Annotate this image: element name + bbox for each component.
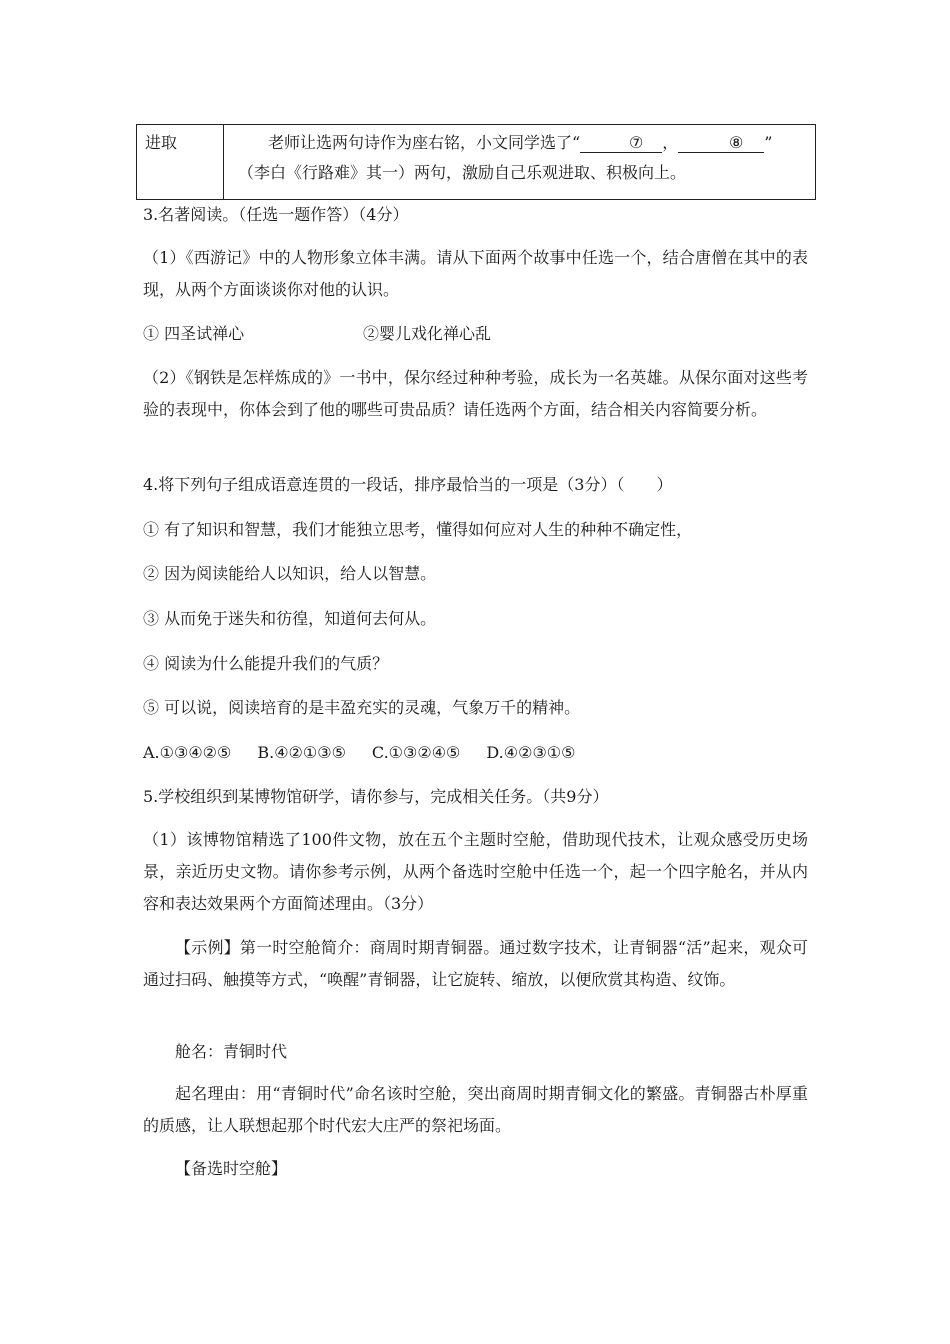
q3-options xyxy=(143,322,492,346)
choice-d[interactable]: D.④②③①⑤ xyxy=(486,743,576,762)
q5-alt-cabins-heading: 【备选时空舱】 xyxy=(175,1159,288,1178)
q3-part1: （1）《西游记》中的人物形象立体丰满。请从下面两个故事中任选一个，结合唐僧在其中的表现，从两个方面谈谈你对他的认识。 xyxy=(143,248,808,299)
q3-option-2: ②婴儿戏化禅心乱 xyxy=(363,324,492,343)
q5-part1: （1）该博物馆精选了100件文物，放在五个主题时空舱，借助现代技术，让观众感受历史场景，亲近历史文物。请你参考示例，从两个备选时空舱中任选一个，起一个四字舱名，并从内容和表达效果两个方面简述理由。（3分） xyxy=(143,830,808,913)
table-label: 进取 xyxy=(137,125,224,200)
q5-title: 5.学校组织到某博物馆研学，请你参与，完成相关任务。（共9分） xyxy=(143,787,609,806)
q3-title: 3.名著阅读。（任选一题作答）（4分） xyxy=(143,205,409,224)
q3-option-1: ① 四圣试禅心 xyxy=(143,324,245,343)
choice-c[interactable]: C.①③②④⑤ xyxy=(371,743,461,762)
choice-a[interactable]: A.①③④②⑤ xyxy=(143,743,232,762)
table-line-1: 老师让选两句诗作为座右铭，小文同学选了“ ⑦ ， ⑧ ” xyxy=(268,133,773,152)
q4-title: 4.将下列句子组成语意连贯的一段话，排序最恰当的一项是（3分）（ ） xyxy=(143,475,673,494)
q5-example: 【示例】第一时空舱简介：商周时期青铜器。通过数字技术，让青铜器“活”起来，观众可通过扫码、触摸等方式，“唤醒”青铜器，让它旋转、缩放，以便欣赏其构造、纹饰。 xyxy=(143,938,808,989)
q3-part2: （2）《钢铁是怎样炼成的》一书中，保尔经过种种考验，成长为一名英雄。从保尔面对这些考验的表现中，你体会到了他的哪些可贵品质？请任选两个方面，结合相关内容简要分析。 xyxy=(143,368,808,419)
blank-7[interactable]: ⑦ xyxy=(580,134,662,153)
q5-cabin-name: 舱名：青铜时代 xyxy=(175,1042,288,1061)
q4-sentence-2: ② 因为阅读能给人以知识，给人以智慧。 xyxy=(143,564,437,583)
q4-choices xyxy=(143,741,601,765)
table-line-2: （李白《行路难》其一）两句，激励自己乐观进取、积极向上。 xyxy=(238,163,687,182)
q4-sentence-1: ① 有了知识和智慧，我们才能独立思考，懂得如何应对人生的种种不确定性， xyxy=(143,520,693,539)
q4-sentence-5: ⑤ 可以说，阅读培育的是丰盈充实的灵魂，气象万千的精神。 xyxy=(143,698,581,717)
table-content xyxy=(224,125,816,200)
q4-sentence-4: ④ 阅读为什么能提升我们的气质？ xyxy=(143,654,389,673)
q4-sentence-3: ③ 从而免于迷失和彷徨，知道何去何从。 xyxy=(143,609,437,628)
motto-table xyxy=(136,124,816,200)
choice-b[interactable]: B.④②①③⑤ xyxy=(257,743,346,762)
q5-name-reason: 起名理由：用“青铜时代”命名该时空舱，突出商周时期青铜文化的繁盛。青铜器古朴厚重的质感，让人联想起那个时代宏大庄严的祭祀场面。 xyxy=(143,1084,808,1135)
blank-8[interactable]: ⑧ xyxy=(678,134,764,153)
